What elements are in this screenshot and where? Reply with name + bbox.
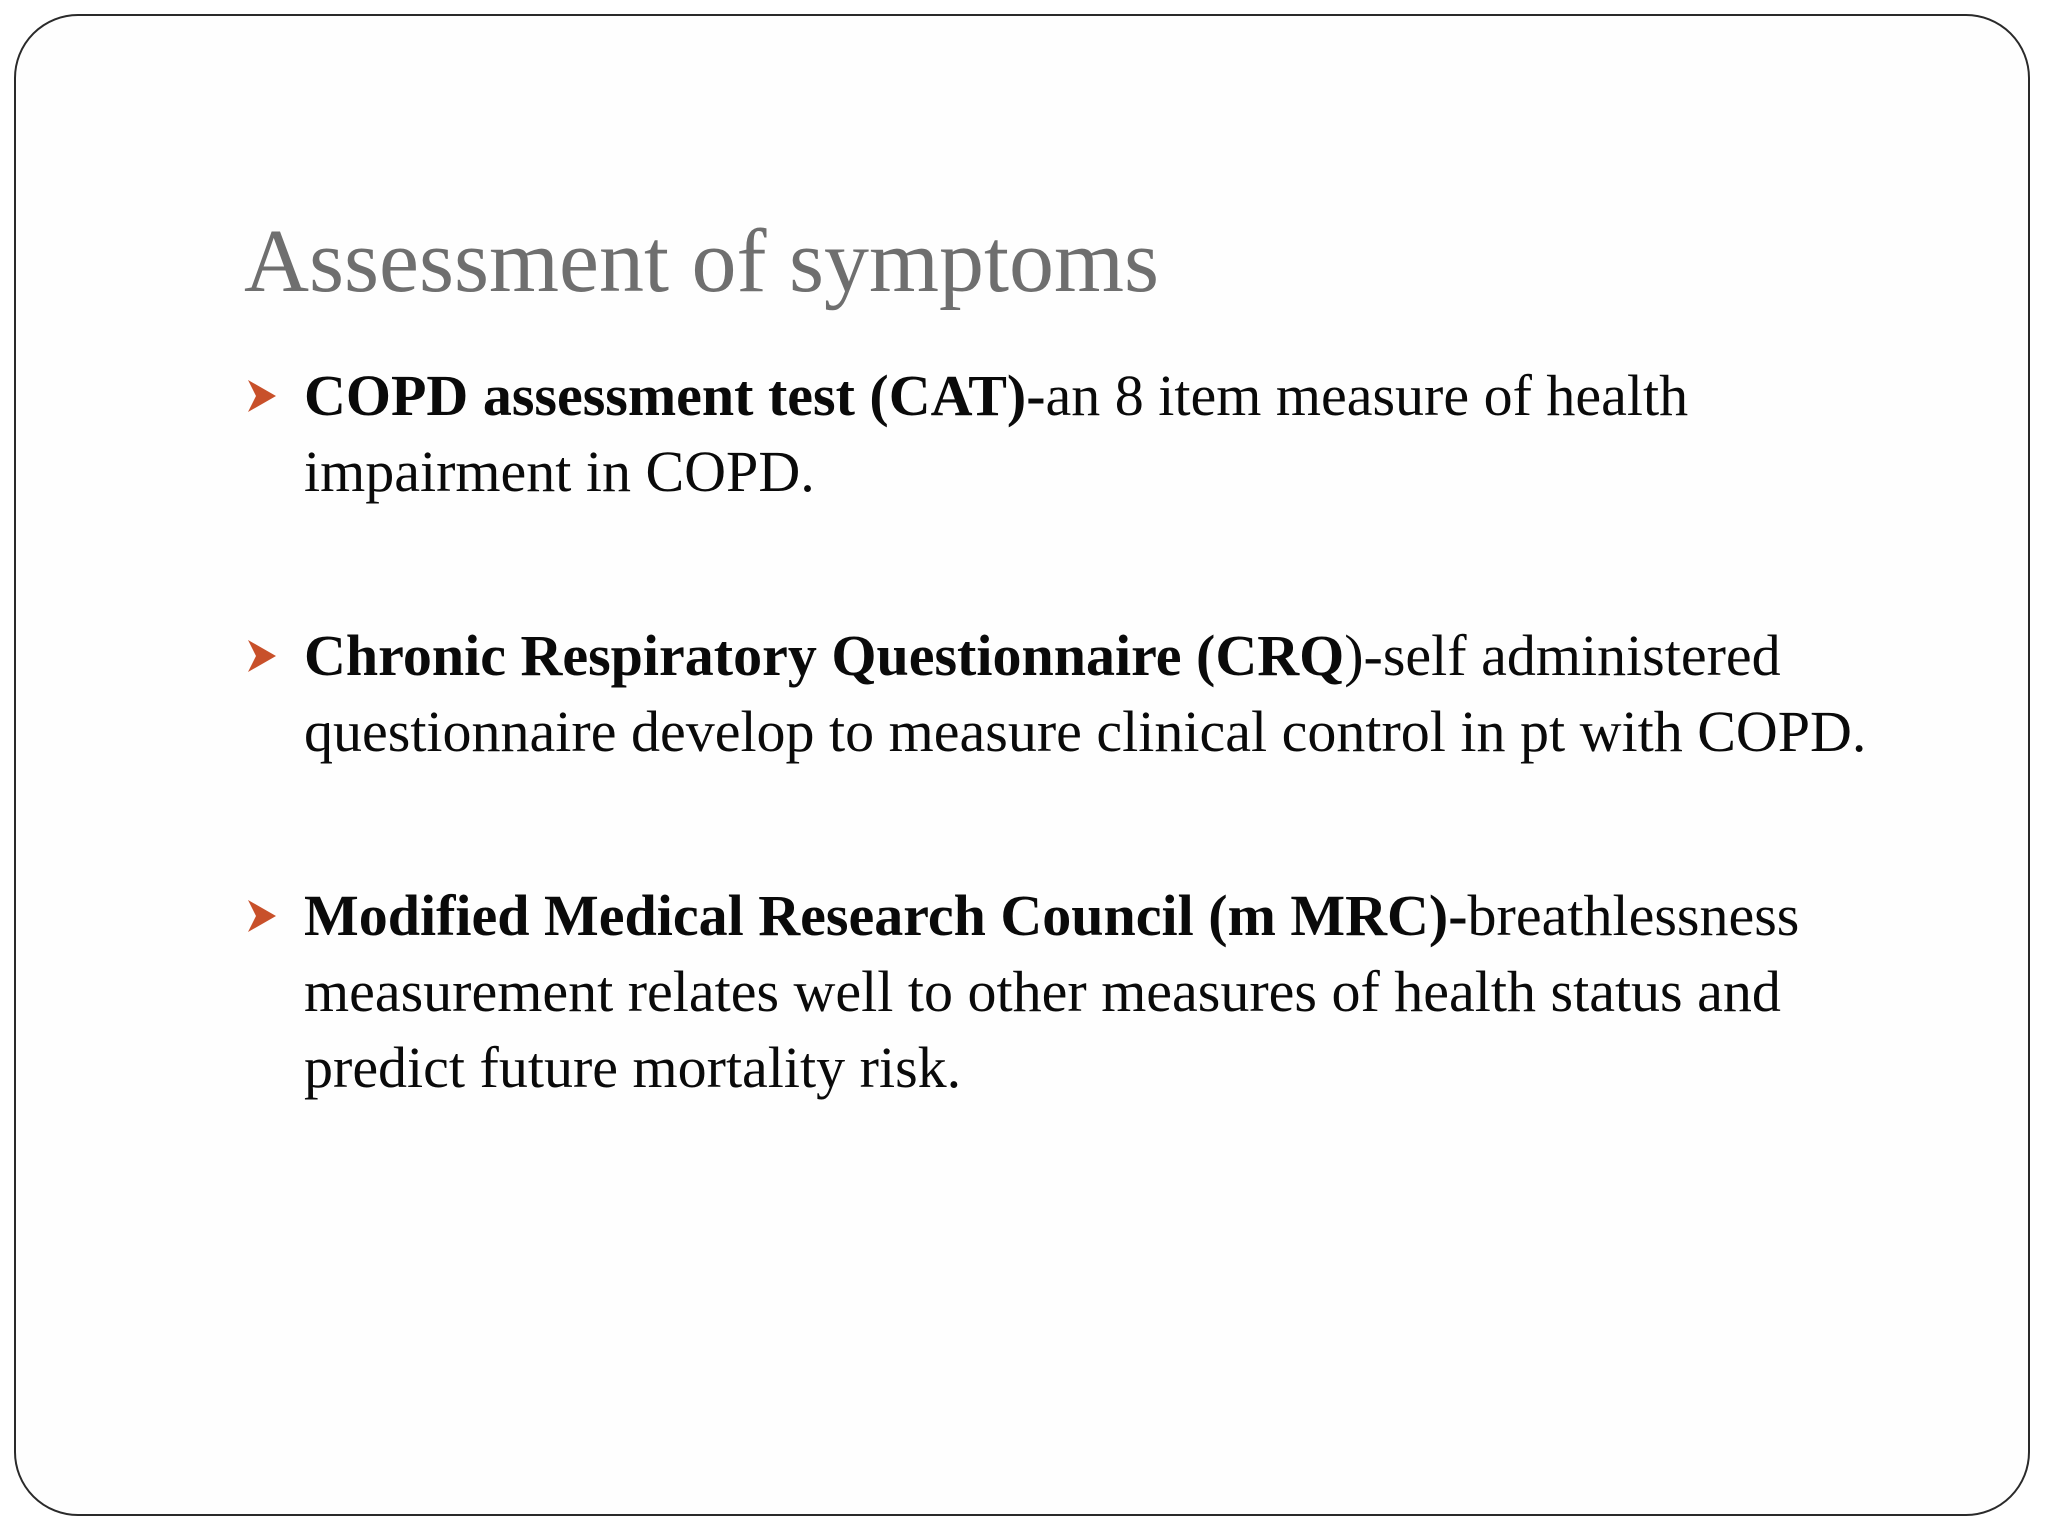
bullet-item-crq	[244, 618, 1944, 770]
slide-title: Assessment of symptoms	[244, 212, 1160, 311]
bullet-list	[244, 358, 1944, 1106]
arrow-bullet-icon	[244, 896, 280, 936]
bullet-description: an 8 item measure of health impairment in COPD.	[304, 363, 1689, 504]
arrow-bullet-icon	[244, 376, 280, 416]
slide-frame	[14, 14, 2030, 1516]
bullet-term: Modified Medical Research Council (m MRC)-	[304, 883, 1468, 948]
bullet-term: Chronic Respiratory Questionnaire (CRQ	[304, 623, 1345, 688]
bullet-item-cat	[244, 358, 1944, 510]
arrow-bullet-icon	[244, 636, 280, 676]
bullet-item-mmrc	[244, 878, 1944, 1106]
bullet-description: breathlessness measurement relates well to other measures of health status and predict future mortality risk.	[304, 883, 1800, 1100]
bullet-description: )-self administered questionnaire develop to measure clinical control in pt with COPD.	[304, 623, 1867, 764]
bullet-term: COPD assessment test (CAT)-	[304, 363, 1046, 428]
